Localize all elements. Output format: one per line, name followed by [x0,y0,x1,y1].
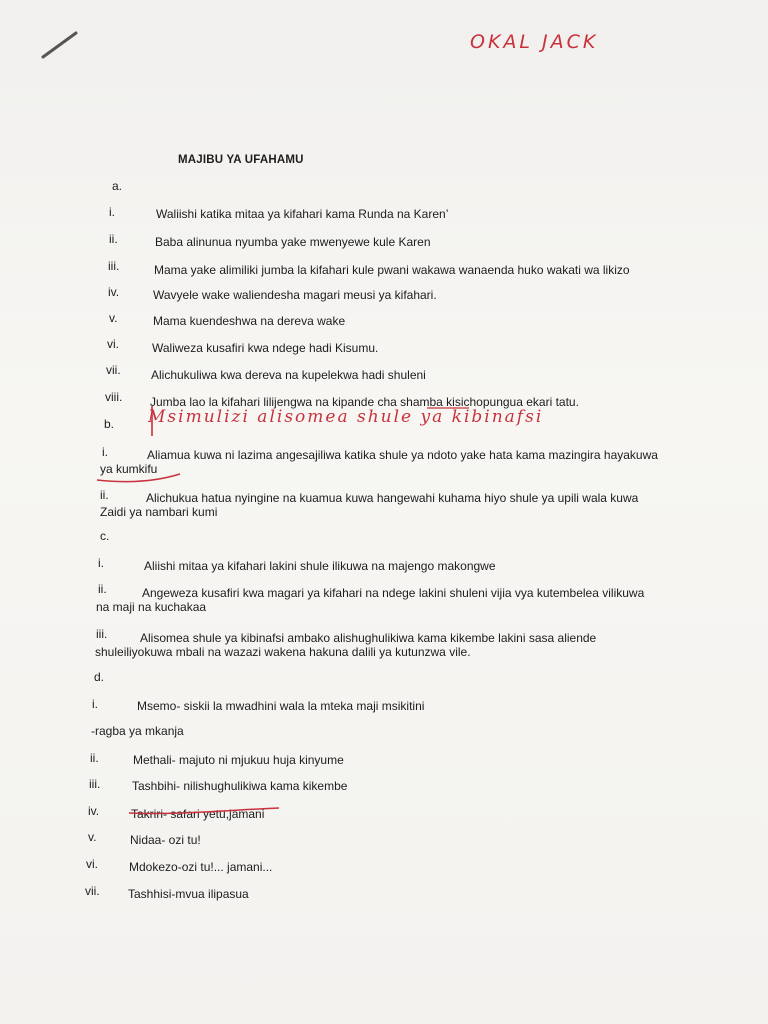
answer-line: Waliweza kusafiri kwa ndege hadi Kisumu. [152,341,379,355]
item-number: iii. [89,777,101,791]
item-number: iv. [108,285,120,299]
answer-line: Baba alinunua nyumba yake mwenyewe kule Karen [155,235,431,249]
red-underline-mark [94,470,184,484]
answer-line: -ragba ya mkanja [91,724,184,738]
answer-line: Methali- majuto ni mjukuu huja kinyume [133,753,344,767]
item-number: ii. [98,582,107,596]
item-number: ii. [90,751,99,765]
answer-line: Alichukua hatua nyingine na kuamua kuwa hangewahi kuhama hiyo shule ya upili wala kuwa [146,491,639,505]
section-label-b: b. [104,417,115,431]
item-number: i. [102,445,108,459]
section-label-c: c. [100,529,110,543]
item-number: iii. [108,259,120,273]
item-number: vii. [85,884,100,898]
section-label-a: a. [112,179,123,193]
answer-line: Angeweza kusafiri kwa magari ya kifahari na ndege lakini shuleni vijia vya kutembelea vilikuwa [142,586,645,600]
answer-line-struck: Takriri- safari yetu,jamani [131,807,265,821]
answer-line-continuation: shuleiliyokuwa mbali na wazazi wakena hakuna dalili ya kutunzwa vile. [95,645,471,659]
svg-text:OKAL JACK: OKAL JACK [470,31,599,53]
answer-line-continuation: na maji na kuchakaa [96,600,207,614]
item-number: v. [88,830,97,844]
answer-line: Tashhisi-mvua ilipasua [128,887,249,901]
item-number: i. [92,697,98,711]
item-number: ii. [109,232,118,246]
red-ink-annotation [144,402,584,442]
item-number: i. [98,556,104,570]
section-label-d: d. [94,670,105,684]
item-number: vii. [106,363,121,377]
answer-line: Waliishi katika mitaa ya kifahari kama Runda na Karen’ [156,207,449,221]
page-title: MAJIBU YA UFAHAMU [178,154,304,166]
answer-line: Aliishi mitaa ya kifahari lakini shule ilikuwa na majengo makongwe [144,559,496,573]
answer-line: Mdokezo-ozi tu!... jamani... [129,860,273,874]
answer-line: Jumba lao la kifahari lilijengwa na kipande cha shamba kisichopungua ekari tatu. [150,395,579,409]
item-number: i. [109,205,115,219]
answer-line: Aliamua kuwa ni lazima angesajiliwa katika shule ya ndoto yake hata kama mazingira hayakuwa [147,448,658,462]
answer-line: Mama kuendeshwa na dereva wake [153,314,346,328]
answer-line-continuation: Zaidi ya nambari kumi [100,505,218,519]
answer-line: Msemo- siskii la mwadhini wala la mteka maji msikitini [137,699,425,713]
pencil-mark-icon [40,30,80,60]
answer-line: Nidaa- ozi tu! [130,833,201,847]
item-number: vi. [86,857,98,871]
item-number: vi. [107,337,119,351]
item-number: iii. [96,627,108,641]
answer-line: Tashbihi- nilishughulikiwa kama kikembe [132,779,348,793]
item-number: viii. [105,390,123,404]
svg-text:Msimulizi alisomea shule ya ki: Msimulizi alisomea shule ya kibinafsi [148,407,544,427]
item-number: iv. [88,804,100,818]
red-strikethrough-mark [129,804,279,820]
answer-line-continuation: ya kumkifu [100,462,158,476]
item-number: v. [109,311,118,325]
item-number: ii. [100,488,109,502]
handwritten-student-name [468,28,618,56]
answer-line: Mama yake alimiliki jumba la kifahari kule pwani wakawa wanaenda huko wakati wa likizo [154,263,630,277]
answer-line: Wavyele wake waliendesha magari meusi ya kifahari. [153,288,437,302]
answer-line: Alisomea shule ya kibinafsi ambako alishughulikiwa kama kikembe lakini sasa aliende [140,631,597,645]
answer-line: Alichukuliwa kwa dereva na kupelekwa hadi shuleni [151,368,426,382]
